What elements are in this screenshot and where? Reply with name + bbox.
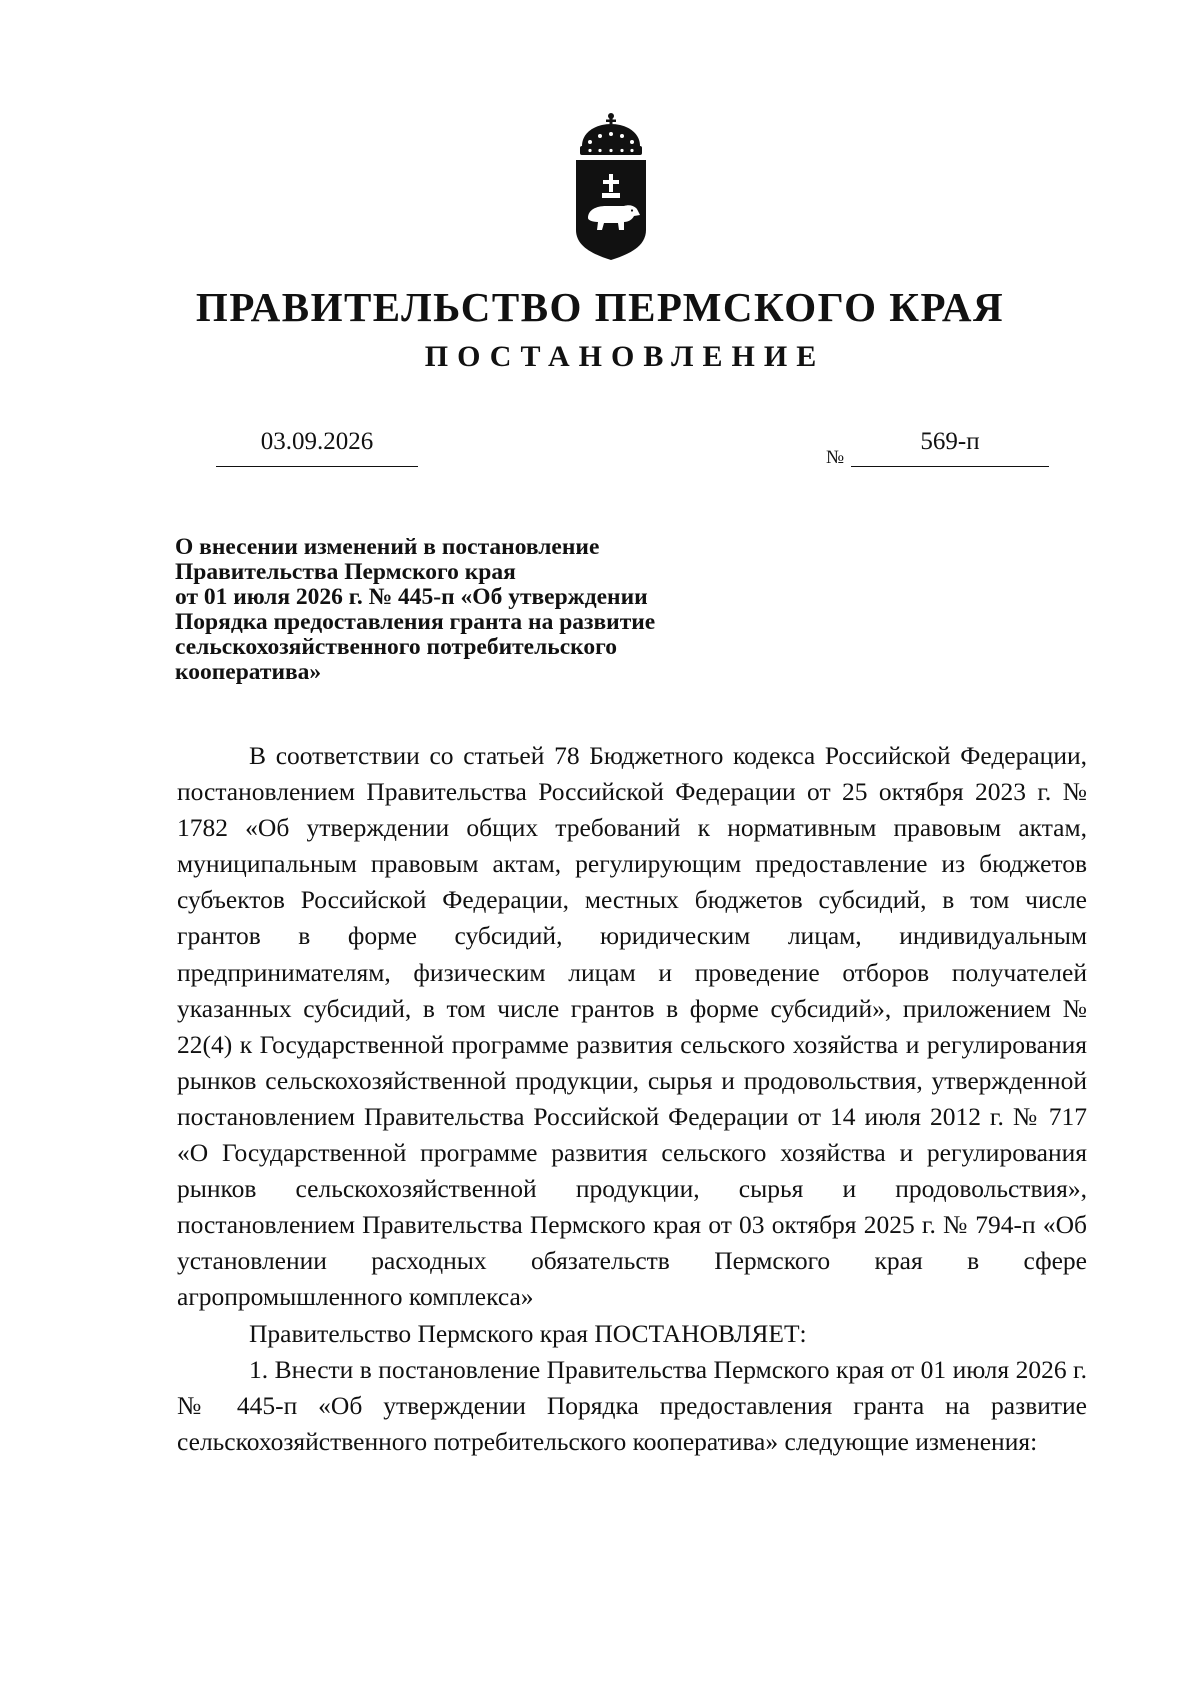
document-date: 03.09.2026 — [260, 428, 374, 455]
subject-line: от 01 июля 2026 г. № 445-п «Об утверждении — [175, 584, 648, 610]
coat-of-arms-perm-krai-icon — [568, 112, 654, 262]
body-paragraph-resolves: Правительство Пермского края ПОСТАНОВЛЯЕТ: — [249, 1318, 807, 1348]
document-type-title: ПОСТАНОВЛЕНИЕ — [424, 340, 826, 373]
number-sign: № — [826, 447, 845, 468]
organization-title: ПРАВИТЕЛЬСТВО ПЕРМСКОГО КРАЯ — [195, 284, 1005, 330]
date-field — [216, 426, 418, 467]
subject-line: Порядка предоставления гранта на развитие — [175, 609, 656, 635]
document-number: 569-п — [920, 428, 980, 455]
body-paragraph-preamble: В соответствии со статьей 78 Бюджетного кодекса Российской Федерации, постановлением Правительства Российской Федерации от 25 октября 2023 г. № 1782 «Об утверждении общих требований к нормативным правовым актам, муниципальным правовым актам, регулирующим предоставление из бюджетов субъектов Российской Федерации, местных бюджетов субсидий, в том числе грантов в форме субсидий, юридическим лицам, индивидуальным предпринимателям, физическим лицам и проведение отборов получателей указанных субсидий, в том числе грантов в форме субсидий», приложением № 22(4) к Государственной программе развития сельского хозяйства и регулирования рынков сельскохозяйственной продукции, сырья и продовольствия, утвержденной постановлением Правительства Российской Федерации от 14 июля 2012 г. № 717 «О Государственной программе развития сельского хозяйства и регулирования рынков сельскохозяйственной продукции, сырья и продовольствия», постановлением Правительства Пермского края от 03 октября 2025 г. № 794-п «Об установлении расходных обязательств Пермского края в сфере агропромышленного комплекса» — [177, 741, 1087, 1312]
body-paragraph-item-1: 1. Внести в постановление Правительства Пермского края от 01 июля 2026 г. № 445-п «Об утверждении Порядка предоставления гранта на развитие сельскохозяйственного потребительского кооператива» следующие изменения: — [177, 1354, 1087, 1456]
document-subject — [175, 535, 795, 685]
subject-line: О внесении изменений в постановление — [175, 534, 600, 560]
subject-line: Правительства Пермского края — [175, 559, 516, 585]
number-field — [851, 426, 1049, 467]
subject-line: сельскохозяйственного потребительского — [175, 634, 617, 660]
document-body — [177, 738, 1087, 1460]
subject-line: кооператива» — [175, 659, 322, 685]
